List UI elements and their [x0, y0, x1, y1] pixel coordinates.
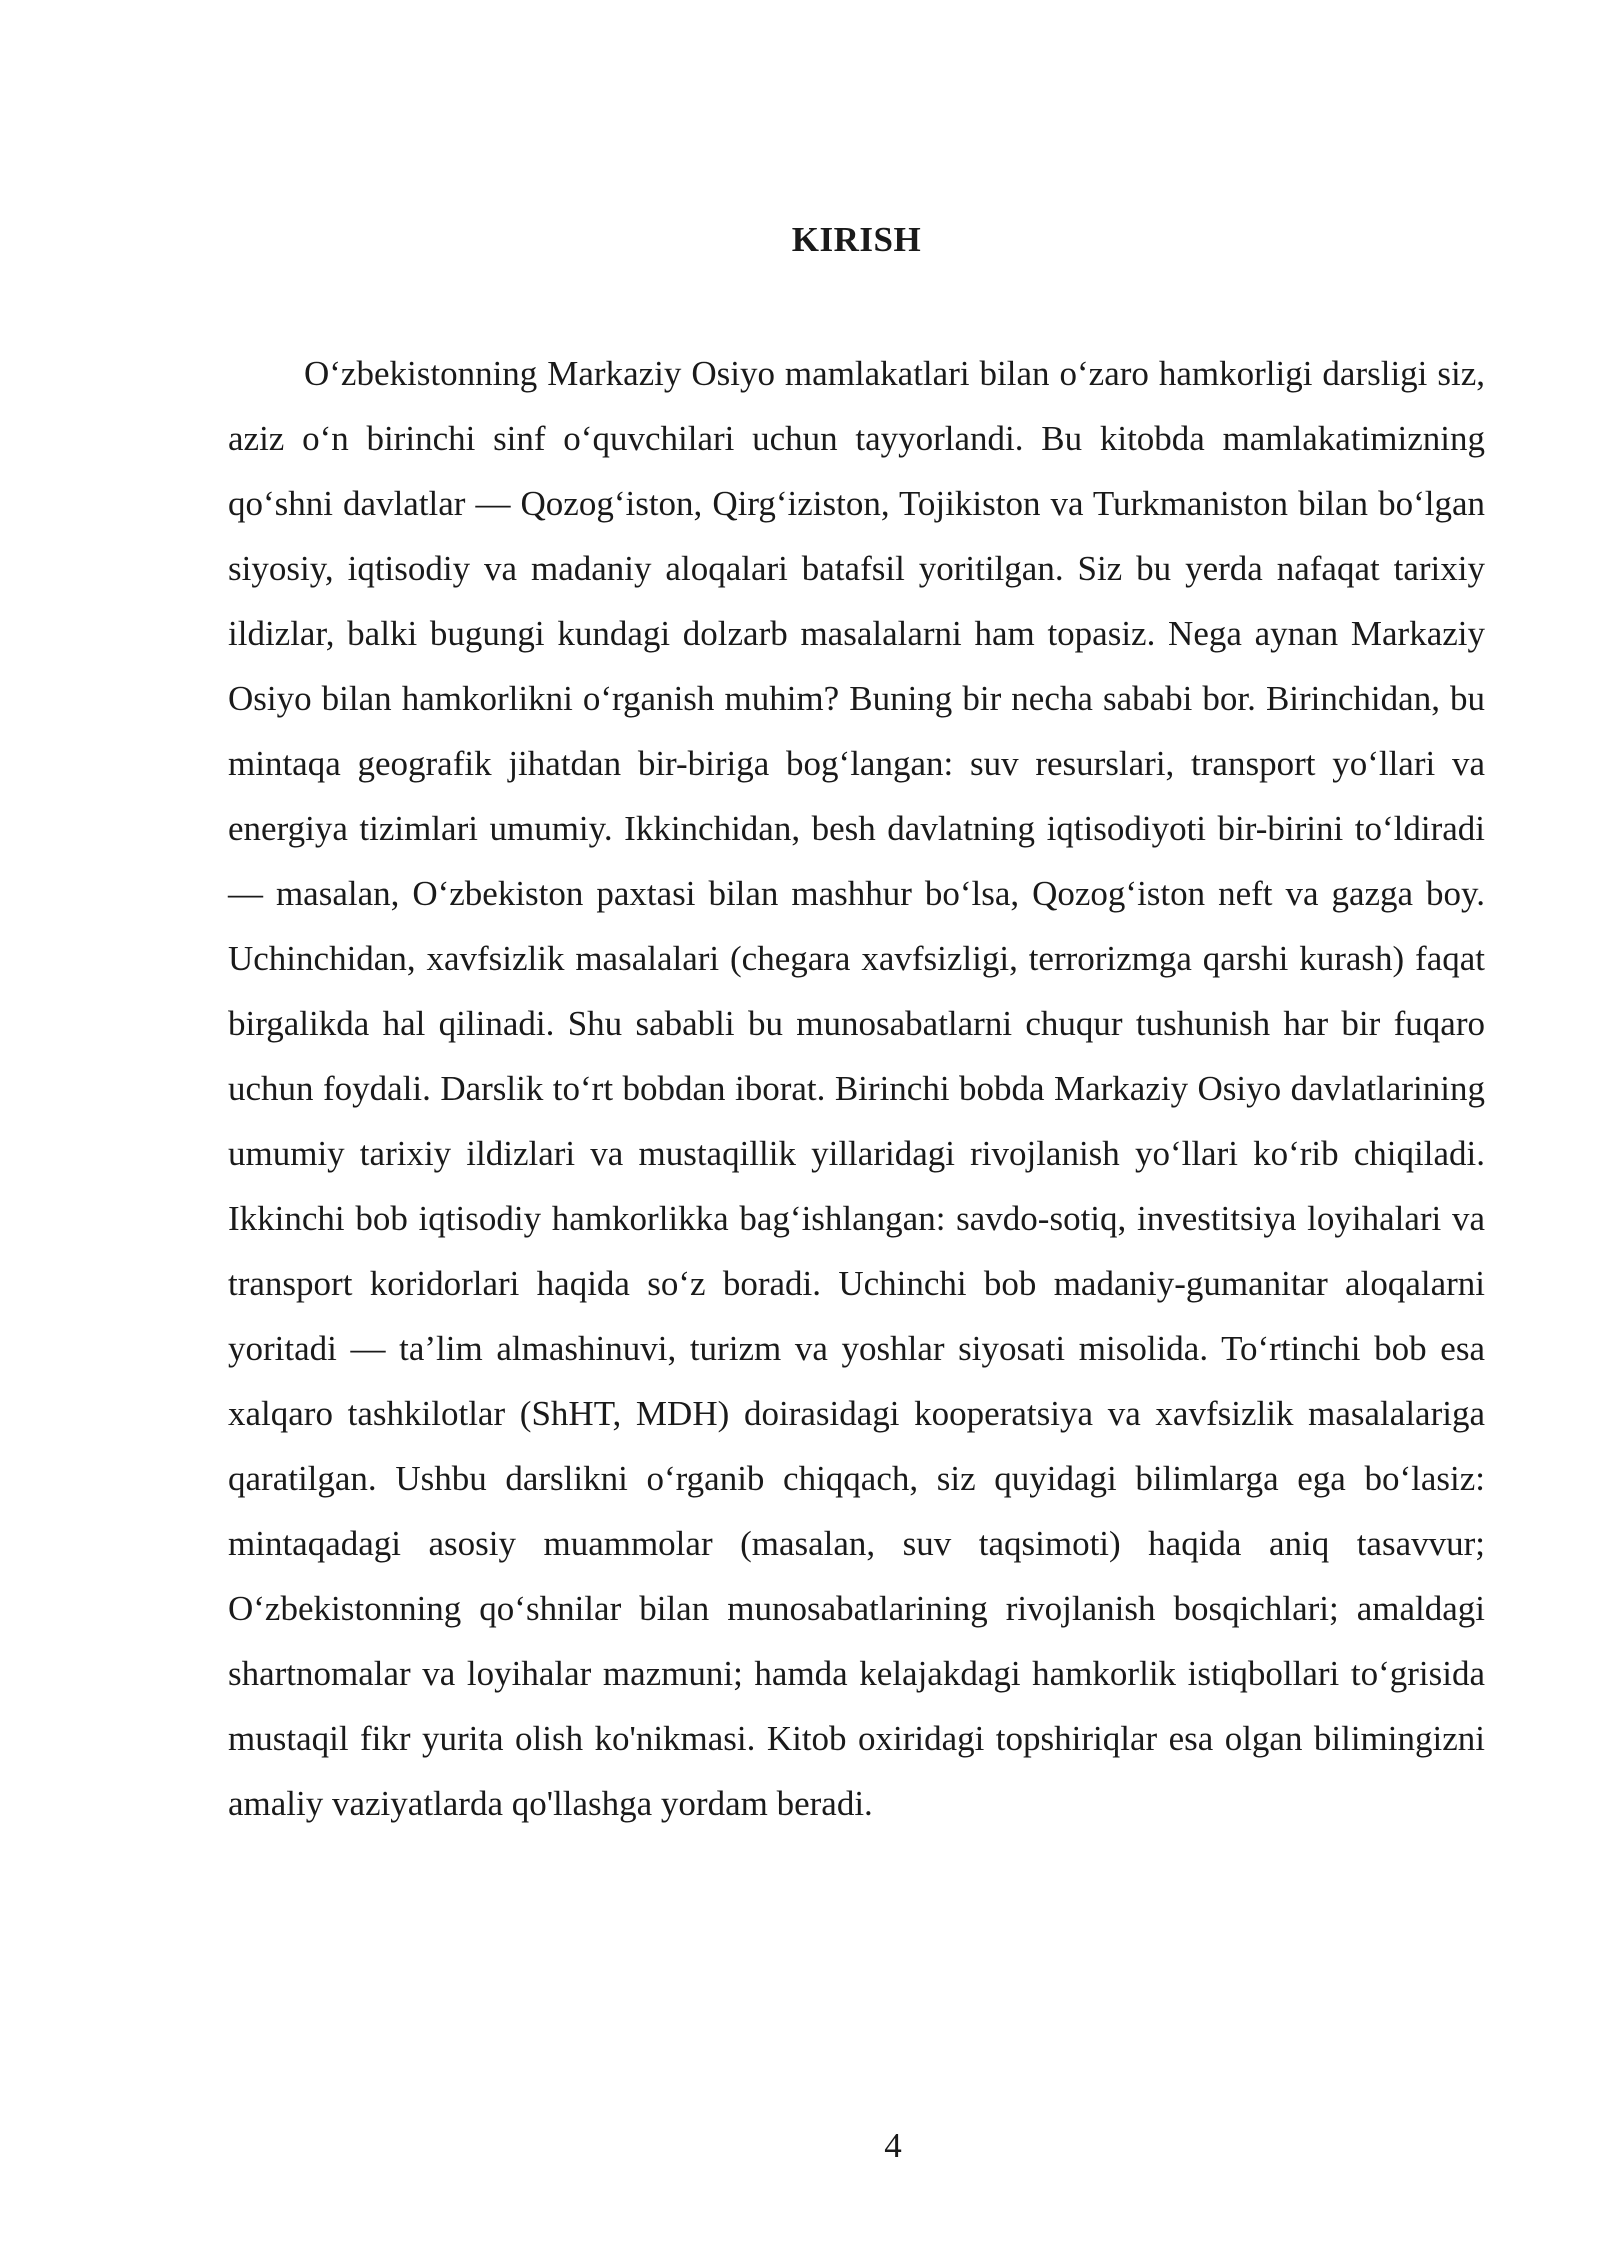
body-paragraph: O‘zbekistonning Markaziy Osiyo mamlakatlari bilan o‘zaro hamkorligi darsligi siz, aziz o‘n birinchi sinf o‘quvchilari uchun tayyorlandi. Bu kitobda mamlakatimizning qo‘shni davlatlar — Qozog‘iston, Qirg‘iziston, Tojikiston va Turkmaniston bilan bo‘lgan siyosiy, iqtisodiy va madaniy aloqalari batafsil yoritilgan. Siz bu yerda nafaqat tarixiy ildizlar, balki bugungi kundagi dolzarb masalalarni ham topasiz. Nega aynan Markaziy Osiyo bilan hamkorlikni o‘rganish muhim? Buning bir necha sababi bor. Birinchidan, bu mintaqa geografik jihatdan bir-biriga bog‘langan: suv resurslari, transport yo‘llari va energiya tizimlari umumiy. Ikkinchidan, besh davlatning iqtisodiyoti bir-birini to‘ldiradi — masalan, O‘zbekiston paxtasi bilan mashhur bo‘lsa, Qozog‘iston neft va gazga boy. Uchinchidan, xavfsizlik masalalari (chegara xavfsizligi, terrorizmga qarshi kurash) faqat birgalikda hal qilinadi. Shu sababli bu munosabatlarni chuqur tushunish har bir fuqaro uchun foydali. Darslik to‘rt bobdan iborat. Birinchi bobda Markaziy Osiyo davlatlarining umumiy tarixiy ildizlari va mustaqillik yillaridagi rivojlanish yo‘llari ko‘rib chiqiladi. Ikkinchi bob iqtisodiy hamkorlikka bag‘ishlangan: savdo-sotiq, investitsiya loyihalari va transport koridorlari haqida so‘z boradi. Uchinchi bob madaniy-gumanitar aloqalarni yoritadi — ta’lim almashinuvi, turizm va yoshlar siyosati misolida. To‘rtinchi bob esa xalqaro tashkilotlar (ShHT, MDH) doirasidagi kooperatsiya va xavfsizlik masalalariga qaratilgan. Ushbu darslikni o‘rganib chiqqach, siz quyidagi bilimlarga ega bo‘lasiz: mintaqadagi asosiy muammolar (masalan, suv taqsimoti) haqida aniq tasavvur; O‘zbekistonning qo‘shnilar bilan munosabatlarining rivojlanish bosqichlari; amaldagi shartnomalar va loyihalar mazmuni; hamda kelajakdagi hamkorlik istiqbollari to‘grisida mustaqil fikr yurita olish ko'nikmasi. Kitob oxiridagi topshiriqlar esa olgan bilimingizni amaliy vaziyatlarda qo'llashga yordam beradi.	[228, 354, 1485, 1823]
chapter-heading: KIRISH	[791, 220, 922, 259]
page-number: 4	[884, 2126, 902, 2165]
